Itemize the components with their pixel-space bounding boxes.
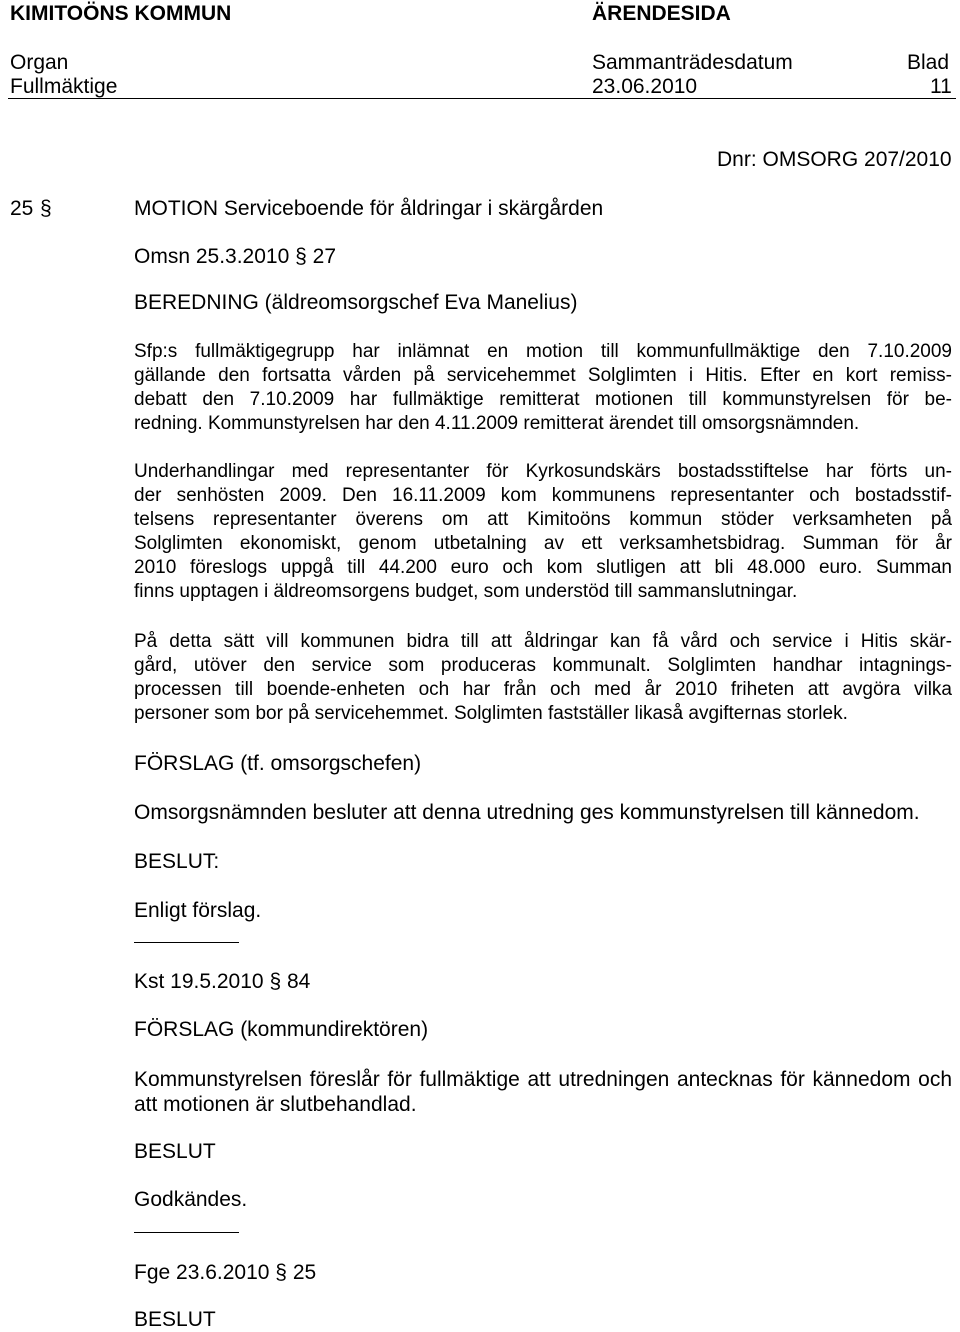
forslag-omsorgschefen-heading: FÖRSLAG (tf. omsorgschefen) [134,752,422,775]
fge-reference-text: Fge 23.6.2010 [134,1261,270,1284]
omsn-reference-text: Omsn 25.3.2010 [134,245,290,268]
omsn-reference [134,245,336,269]
text-line: att motionen är slutbehandlad. [134,1093,417,1116]
kst-reference-text: Kst 19.5.2010 [134,970,264,993]
item-title: MOTION Serviceboende för åldringar i skärgården [134,197,604,220]
separator-line [134,942,239,943]
page-value: 11 [930,75,952,98]
section-sign: § [40,197,52,220]
diary-number: Dnr: OMSORG 207/2010 [717,148,952,171]
forslag-kommundirektoren-heading: FÖRSLAG (kommundirektören) [134,1018,429,1041]
text-line: personer som bor på servicehemmet. Solglimten fastställer likaså avgifternas storlek. [134,703,848,724]
text-line: Sfp:s fullmäktigegrupp har inlämnat en motion till kommunfullmäktige den 7.10.2009 [134,341,952,362]
beslut-heading-3: BESLUT [134,1308,216,1331]
text-line: telsens representanter överens om att Kimitoöns kommun stöder verksamheten på [134,509,952,530]
beredning-heading: BEREDNING (äldreomsorgschef Eva Manelius) [134,291,578,314]
paragraph-municipal-support [134,630,952,726]
text-line: der senhösten 2009. Den 16.11.2009 kom kommunens representanter och bostadsstif- [134,485,952,506]
paragraph-negotiations [134,460,952,604]
text-line: debatt den 7.10.2009 har fullmäktige remitterat motionen till kommunstyrelsen för be- [134,389,952,410]
separator-line [134,1232,239,1233]
organ-label: Organ [10,51,69,74]
organ-value: Fullmäktige [10,75,118,98]
beslut-heading-2: BESLUT [134,1140,216,1163]
kst-reference [134,970,310,994]
paragraph-motion-background [134,340,952,436]
beslut-text-2: Godkändes. [134,1188,248,1211]
omsn-section-sign: § [295,245,307,268]
forslag-kommundirektoren-text [134,1067,952,1117]
fge-section-number: 25 [292,1261,317,1284]
document-type: ÄRENDESIDA [592,2,731,25]
text-line: På detta sätt vill kommunen bidra till att åldringar kan få vård och service i Hitis skär- [134,631,952,652]
header-rule [8,98,956,99]
text-line: gällande den fortsatta vården på servicehemmet Solglimten i Hitis. Efter en kort remiss- [134,365,952,386]
kst-section-sign: § [269,970,282,993]
text-line: Solglimten ekonomiskt, genom utbetalning av ett verksamhetsbidrag. Summan för år [134,533,952,554]
date-label: Sammanträdesdatum [592,51,793,74]
kst-section-number: 84 [286,970,311,993]
text-line: 2010 föreslogs uppgå till 44.200 euro och kom slutligen att bli 48.000 euro. Summan [134,557,952,578]
text-line: Kommunstyrelsen föreslår för fullmäktige att utredningen antecknas för kännedom och [134,1068,952,1091]
municipality-name: KIMITOÖNS KOMMUN [10,2,232,25]
text-line: redning. Kommunstyrelsen har den 4.11.2009 remitterat ärendet till omsorgsnämnden. [134,413,860,434]
omsn-section-number: 27 [312,245,336,268]
forslag-omsorgschefen-text: Omsorgsnämnden besluter att denna utredning ges kommunstyrelsen till kännedom. [134,801,920,824]
item-number: 25 [10,197,34,220]
beslut-text-1: Enligt förslag. [134,899,262,922]
text-line: processen till boende-enheten och har från och med år 2010 friheten att avgöra vilka [134,679,952,700]
text-line: finns upptagen i äldreomsorgens budget, som understöd till sammanslutningar. [134,581,798,602]
text-line: gård, utöver den service som produceras kommunalt. Solglimten handhar intagnings- [134,655,952,676]
text-line: Underhandlingar med representanter för Kyrkosundskärs bostadsstiftelse har förts un- [134,461,952,482]
fge-reference [134,1261,316,1285]
page-label: Blad [907,51,950,74]
fge-section-sign: § [275,1261,287,1284]
beslut-heading-1: BESLUT: [134,850,220,873]
date-value: 23.06.2010 [592,75,698,98]
